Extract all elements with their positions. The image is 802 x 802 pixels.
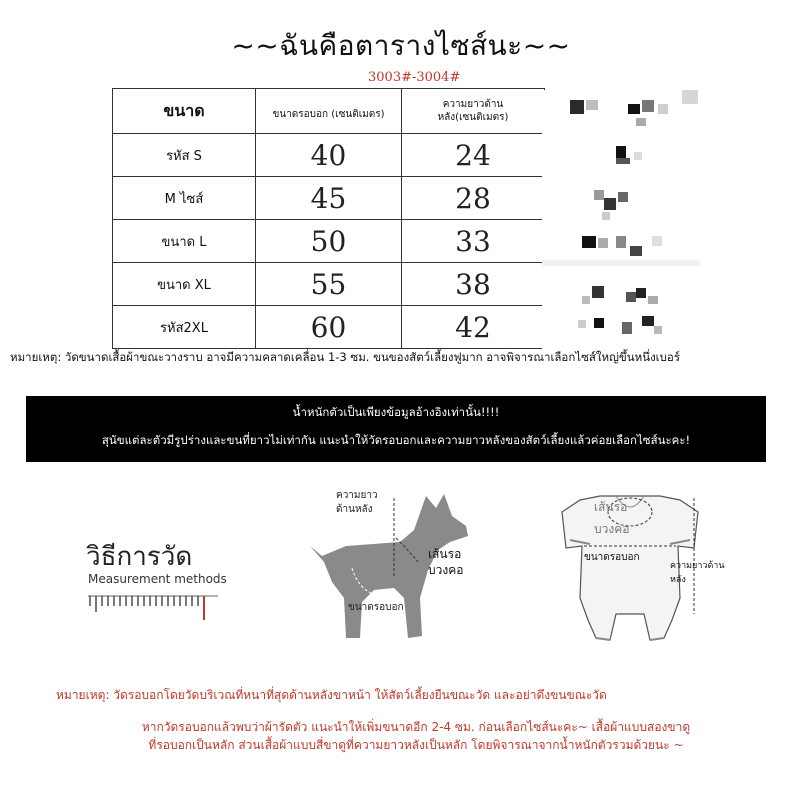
header-length-label-1: ความยาวด้าน (442, 99, 504, 110)
length-value: 38 (455, 267, 491, 301)
size-label: M ไซส์ (164, 191, 204, 207)
garment-label-neck-1: เส้นรอ (594, 500, 628, 514)
table-row (113, 220, 545, 263)
dog-label-chest: ขนาดรอบอก (348, 602, 404, 613)
dog-label-neck-1: เส้นรอ (428, 547, 462, 561)
table-row (113, 263, 545, 306)
dog-label-back-length-1: ความยาว (336, 490, 378, 501)
length-value: 28 (455, 181, 491, 215)
size-cell (113, 263, 256, 306)
note-chest-measurement: หมายเหตุ: วัดรอบอกโดยวัดบริเวณที่หนาที่สุดด้านหลังขาหน้า ให้สัตว์เลี้ยงยืนขณะวัด และอย่าดึงขนขณะวัด (56, 688, 607, 702)
header-chest (256, 89, 402, 134)
product-code: 3003#-3004# (368, 70, 461, 85)
header-chest-label: ขนาดรอบอก (เซนติเมตร) (272, 108, 385, 120)
chest-cell (256, 306, 402, 349)
chest-cell (256, 177, 402, 220)
size-label: รหัส S (166, 148, 202, 164)
length-cell (402, 177, 545, 220)
garment-label-chest: ขนาดรอบอก (584, 552, 640, 563)
header-length (402, 89, 545, 134)
length-value: 24 (455, 138, 491, 172)
chest-cell (256, 220, 402, 263)
length-value: 33 (455, 224, 491, 258)
table-row (113, 306, 545, 349)
size-label: รหัส2XL (160, 320, 208, 336)
length-cell (402, 220, 545, 263)
size-label: ขนาด L (161, 234, 207, 250)
length-cell (402, 306, 545, 349)
length-value: 42 (455, 310, 491, 344)
product-photo-pixelated (542, 90, 700, 350)
dog-measurement-figure (300, 486, 480, 646)
garment-measurement-figure (530, 490, 730, 650)
size-cell (113, 134, 256, 177)
header-length-label-2: หลัง(เซนติเมตร) (437, 112, 509, 123)
note-size-advice-line-2: ที่รอบอกเป็นหลัก ส่วนเสื้อผ้าแบบสี่ขาดูที่ความยาวหลังเป็นหลัก โดยพิจารณาจากน้ำหนักตัวรวมด้วยนะ ~ (148, 738, 684, 752)
garment-label-neck-2: บวงคอ (594, 522, 630, 536)
measurement-title: วิธีการวัด (86, 542, 193, 572)
chest-value: 45 (310, 181, 347, 215)
garment-label-back-length: ความยาวด้านหลัง (670, 561, 725, 585)
page-title: ~~ฉันคือตารางไซส์นะ~~ (231, 29, 571, 62)
table-row (113, 134, 545, 177)
chest-value: 40 (310, 138, 347, 172)
note-size-advice (66, 718, 766, 754)
header-size (113, 89, 256, 134)
warning-banner (26, 396, 766, 462)
size-cell (113, 220, 256, 263)
length-cell (402, 134, 545, 177)
dog-label-neck-2: บวงคอ (428, 563, 464, 577)
note-size-advice-line-1: หากวัดรอบอกแล้วพบว่าผ้ารัดตัว แนะนำให้เพิ่มขนาดอีก 2-4 ซม. ก่อนเลือกไซส์นะคะ~ เสื้อผ้าแบบสองขาดู (141, 720, 691, 734)
size-cell (113, 177, 256, 220)
table-header-row (113, 89, 545, 134)
ruler-icon (88, 592, 218, 622)
measurement-subtitle: Measurement methods (88, 572, 227, 586)
size-label: ขนาด XL (157, 277, 211, 293)
chest-value: 60 (310, 310, 347, 344)
length-cell (402, 263, 545, 306)
banner-line-1: น้ำหนักตัวเป็นเพียงข้อมูลอ้างอิงเท่านั้น!!!! (292, 405, 500, 419)
note-flat-measurement: หมายเหตุ: วัดขนาดเสื้อผ้าขณะวางราบ อาจมีความคลาดเคลื่อน 1-3 ซม. ขนของสัตว์เลี้ยงฟูมาก อาจพิจารณาเลือกไซส์ใหญ่ขึ้นหนึ่งเบอร์ (10, 350, 680, 364)
size-table (112, 88, 545, 349)
banner-line-2: สุนัขแต่ละตัวมีรูปร่างและขนที่ยาวไม่เท่ากัน แนะนำให้วัดรอบอกและความยาวหลังของสัตว์เลี้ยงแล้วค่อยเลือกไซส์นะคะ! (101, 433, 691, 447)
chest-value: 55 (310, 267, 347, 301)
header-size-label: ขนาด (163, 100, 205, 120)
dog-label-back-length-2: ด้านหลัง (336, 504, 373, 515)
size-cell (113, 306, 256, 349)
chest-value: 50 (310, 224, 347, 258)
table-row (113, 177, 545, 220)
chest-cell (256, 134, 402, 177)
chest-cell (256, 263, 402, 306)
